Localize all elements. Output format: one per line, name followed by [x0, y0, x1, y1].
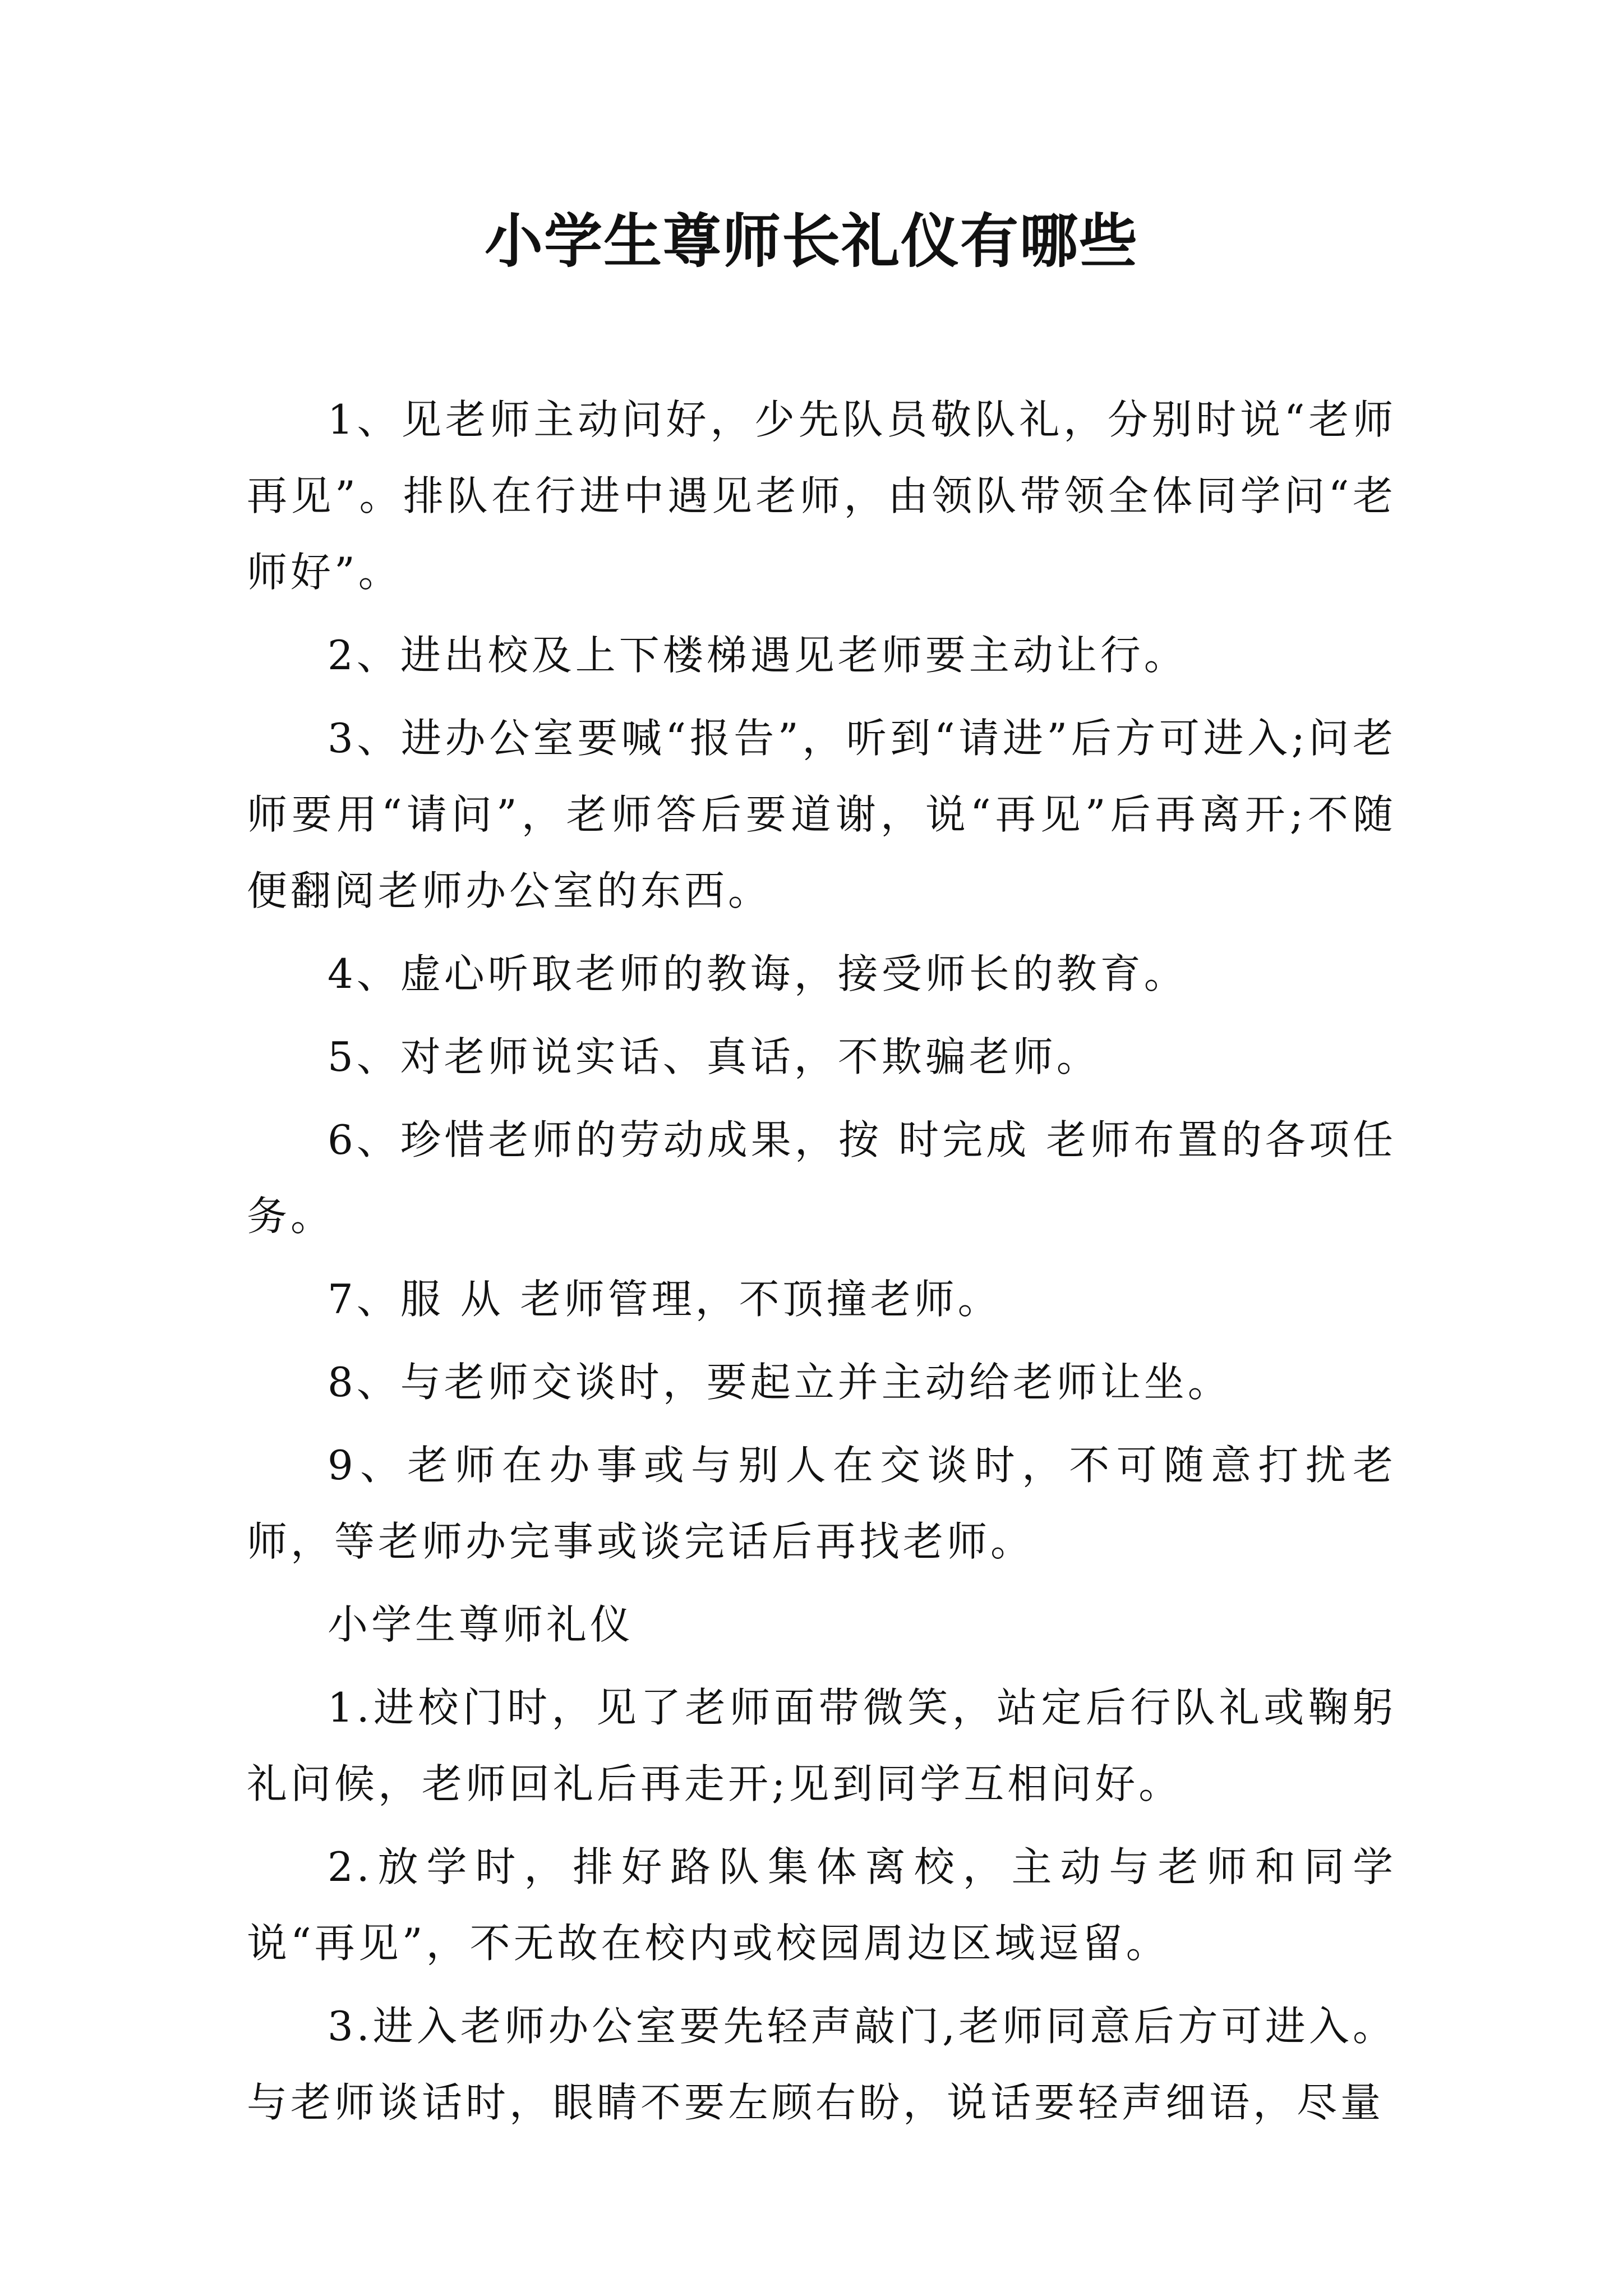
document-body — [247, 381, 1396, 2147]
paragraph-item-5: 5、对老师说实话、真话，不欺骗老师。 — [328, 1033, 1100, 1080]
paragraph-item-6: 6、珍惜老师的劳动成果，按 时完成 老师布置的各项任务。 — [247, 1116, 1396, 1240]
etiquette-item-3: 3.进入老师办公室要先轻声敲门,老师同意后方可进入。与老师谈话时，眼睛不要左顾右盼，说话要轻声细语，尽量 — [247, 2003, 1396, 2126]
paragraph-item-1: 1、见老师主动问好，少先队员敬队礼，分别时说“老师再见”。排队在行进中遇见老师，由领队带领全体同学问“老师好”。 — [247, 396, 1396, 596]
paragraph-item-8: 8、与老师交谈时，要起立并主动给老师让坐。 — [328, 1359, 1232, 1406]
etiquette-item-1: 1.进校门时，见了老师面带微笑，站定后行队礼或鞠躬礼问候，老师回礼后再走开;见到同学互相问好。 — [247, 1684, 1396, 1807]
etiquette-item-2: 2.放学时，排好路队集体离校，主动与老师和同学说“再见”，不无故在校内或校园周边区域逗留。 — [247, 1843, 1396, 1967]
paragraph-item-9: 9、老师在办事或与别人在交谈时，不可随意打扰老师，等老师办完事或谈完话后再找老师。 — [247, 1442, 1396, 1565]
document-title: 小学生尊师长礼仪有哪些 — [484, 207, 1138, 275]
section-heading: 小学生尊师礼仪 — [328, 1601, 634, 1648]
paragraph-item-2: 2、进出校及上下楼梯遇见老师要主动让行。 — [328, 632, 1188, 679]
paragraph-item-4: 4、虚心听取老师的教诲，接受师长的教育。 — [328, 950, 1188, 997]
paragraph-item-3: 3、进办公室要喊“报告”，听到“请进”后方可进入;问老师要用“请问”，老师答后要道谢，说“再见”后再离开;不随便翻阅老师办公室的东西。 — [247, 715, 1396, 914]
paragraph-item-7: 7、服 从 老师管理，不顶撞老师。 — [328, 1276, 1002, 1323]
